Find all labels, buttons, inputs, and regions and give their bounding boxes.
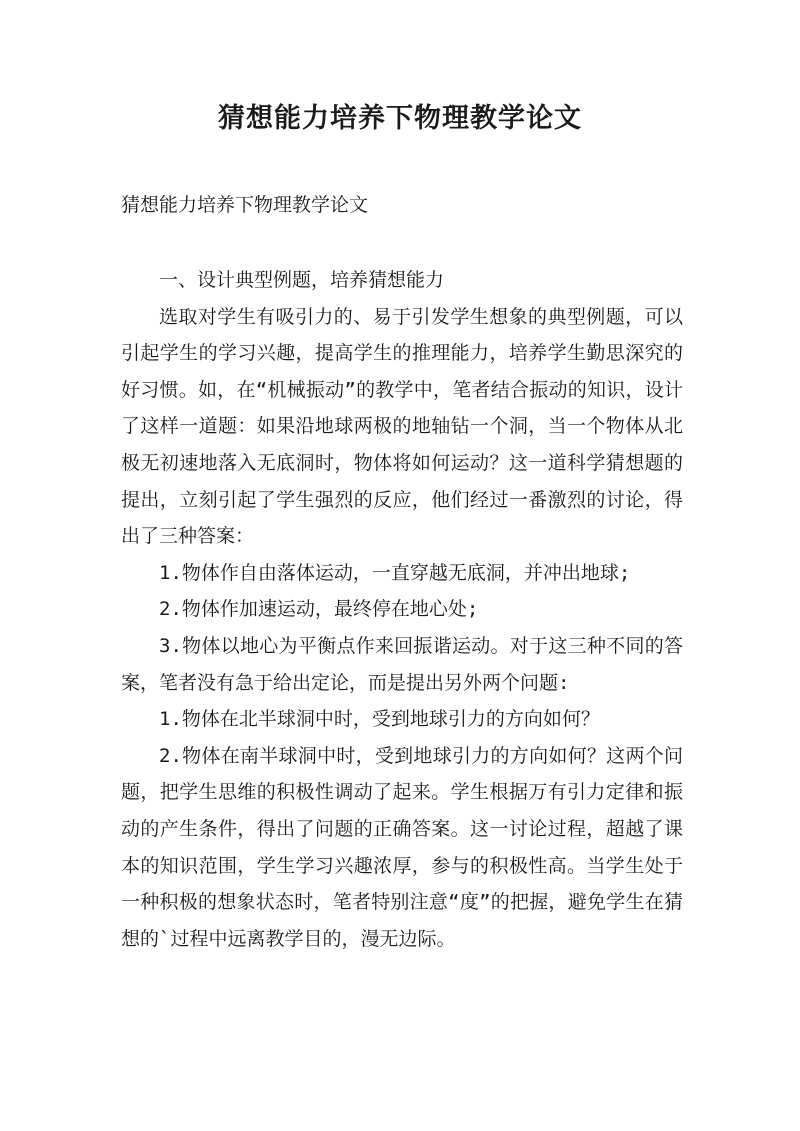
document-body [121, 262, 683, 957]
list-item: 1.物体作自由落体运动，一直穿越无底洞，并冲出地球; [159, 561, 631, 584]
section-heading: 一、设计典型例题，培养猜想能力 [159, 269, 445, 291]
list-item: 2.物体作加速运动，最终停在地心处; [159, 598, 479, 621]
paragraph: 选取对学生有吸引力的、易于引发学生想象的典型例题，可以引起学生的学习兴趣，提高学生的推理能力，培养学生勤思深究的好习惯。如，在“机械振动”的教学中，笔者结合振动的知识，设计了这样一道题：如果沿地球两极的地轴钻一个洞，当一个物体从北极无初速地落入无底洞时，物体将如何运动？这一道科学猜想题的提出，立刻引起了学生强烈的反应，他们经过一番激烈的讨论，得出了三种答案： [121, 305, 683, 548]
document-title: 猜想能力培养下物理教学论文 [218, 103, 582, 134]
list-item: 3.物体以地心为平衡点作来回振谐运动。对于这三种不同的答案，笔者没有急于给出定论，而是提出另外两个问题: [121, 634, 683, 694]
document-subtitle: 猜想能力培养下物理教学论文 [121, 194, 369, 216]
list-item: 1.物体在北半球洞中时，受到地球引力的方向如何？ [159, 708, 600, 731]
list-item: 2.物体在南半球洞中时，受到地球引力的方向如何？这两个问题，把学生思维的积极性调动了起来。学生根据万有引力定律和振动的产生条件，得出了问题的正确答案。这一讨论过程，超越了课本的知识范围，学生学习兴趣浓厚，参与的积极性高。当学生处于一种积极的想象状态时，笔者特别注意“度”的把握，避免学生在猜想的`过程中远离教学目的，漫无边际。 [121, 744, 683, 950]
